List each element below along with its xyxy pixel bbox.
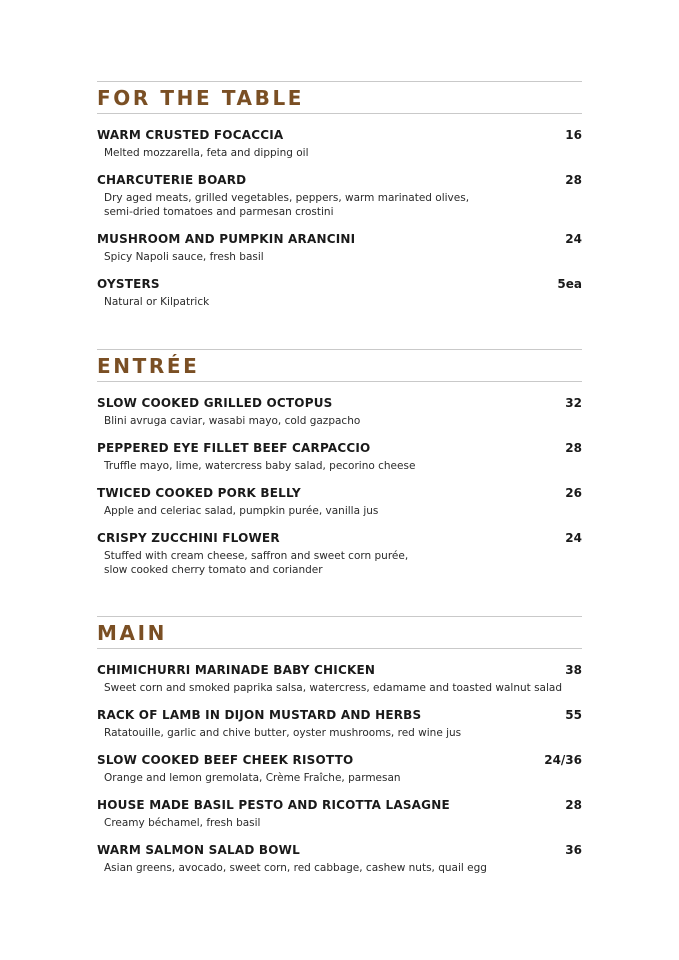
- menu-item: [97, 843, 582, 875]
- menu-item: [97, 232, 582, 264]
- item-description: Creamy béchamel, fresh basil: [104, 817, 261, 829]
- item-description: Orange and lemon gremolata, Crème Fraîche, parmesan: [104, 772, 401, 784]
- item-name: HOUSE MADE BASIL PESTO AND RICOTTA LASAGNE: [97, 798, 450, 812]
- item-name: PEPPERED EYE FILLET BEEF CARPACCIO: [97, 441, 371, 455]
- item-price: 24: [565, 531, 582, 545]
- item-description: Apple and celeriac salad, pumpkin purée, vanilla jus: [104, 505, 379, 517]
- item-price: 28: [565, 798, 582, 812]
- item-description: Spicy Napoli sauce, fresh basil: [104, 251, 264, 263]
- item-price: 32: [565, 396, 582, 410]
- section-top-rule: [97, 616, 582, 617]
- menu-item: [97, 173, 582, 219]
- item-name: MUSHROOM AND PUMPKIN ARANCINI: [97, 232, 356, 246]
- item-description: Stuffed with cream cheese, saffron and sweet corn purée, slow cooked cherry tomato and coriander: [104, 550, 409, 576]
- menu-item: [97, 531, 582, 577]
- item-price: 36: [565, 843, 582, 857]
- section-top-rule: [97, 81, 582, 82]
- item-name: CRISPY ZUCCHINI FLOWER: [97, 531, 280, 545]
- section-for-the-table: [97, 81, 582, 309]
- item-description: Melted mozzarella, feta and dipping oil: [104, 147, 309, 159]
- section-title: FOR THE TABLE: [97, 86, 305, 110]
- item-price: 24/36: [544, 753, 582, 767]
- section-main: [97, 616, 582, 888]
- menu-item: [97, 798, 582, 830]
- item-description: Ratatouille, garlic and chive butter, oyster mushrooms, red wine jus: [104, 727, 462, 739]
- item-description: Dry aged meats, grilled vegetables, peppers, warm marinated olives, semi-dried tomatoes and parmesan crostini: [104, 192, 470, 218]
- menu-item: [97, 753, 582, 785]
- section-bottom-rule: [97, 113, 582, 114]
- item-description: Truffle mayo, lime, watercress baby salad, pecorino cheese: [104, 460, 416, 472]
- item-description: Blini avruga caviar, wasabi mayo, cold gazpacho: [104, 415, 361, 427]
- item-name: CHARCUTERIE BOARD: [97, 173, 247, 187]
- menu-item: [97, 128, 582, 160]
- item-price: 24: [565, 232, 582, 246]
- section-bottom-rule: [97, 648, 582, 649]
- item-price: 28: [565, 173, 582, 187]
- menu-item: [97, 708, 582, 740]
- item-name: TWICED COOKED PORK BELLY: [97, 486, 301, 500]
- item-price: 26: [565, 486, 582, 500]
- section-title: MAIN: [97, 621, 167, 645]
- item-description: Sweet corn and smoked paprika salsa, watercress, edamame and toasted walnut salad: [104, 682, 563, 694]
- menu-item: [97, 441, 582, 473]
- item-price: 5ea: [557, 277, 582, 291]
- menu-item: [97, 663, 582, 695]
- menu-item: [97, 396, 582, 428]
- item-name: SLOW COOKED BEEF CHEEK RISOTTO: [97, 753, 354, 767]
- item-name: WARM CRUSTED FOCACCIA: [97, 128, 284, 142]
- section-entree: [97, 349, 582, 590]
- item-price: 16: [565, 128, 582, 142]
- item-name: WARM SALMON SALAD BOWL: [97, 843, 300, 857]
- item-name: OYSTERS: [97, 277, 160, 291]
- item-description: Asian greens, avocado, sweet corn, red cabbage, cashew nuts, quail egg: [104, 862, 487, 874]
- menu-item: [97, 277, 582, 309]
- item-price: 55: [565, 708, 582, 722]
- section-bottom-rule: [97, 381, 582, 382]
- section-top-rule: [97, 349, 582, 350]
- item-price: 28: [565, 441, 582, 455]
- item-name: CHIMICHURRI MARINADE BABY CHICKEN: [97, 663, 376, 677]
- menu-item: [97, 486, 582, 518]
- item-name: RACK OF LAMB IN DIJON MUSTARD AND HERBS: [97, 708, 422, 722]
- item-description: Natural or Kilpatrick: [104, 296, 210, 308]
- item-price: 38: [565, 663, 582, 677]
- menu-page: [97, 81, 582, 874]
- item-name: SLOW COOKED GRILLED OCTOPUS: [97, 396, 333, 410]
- section-title: ENTRÉE: [97, 354, 200, 378]
